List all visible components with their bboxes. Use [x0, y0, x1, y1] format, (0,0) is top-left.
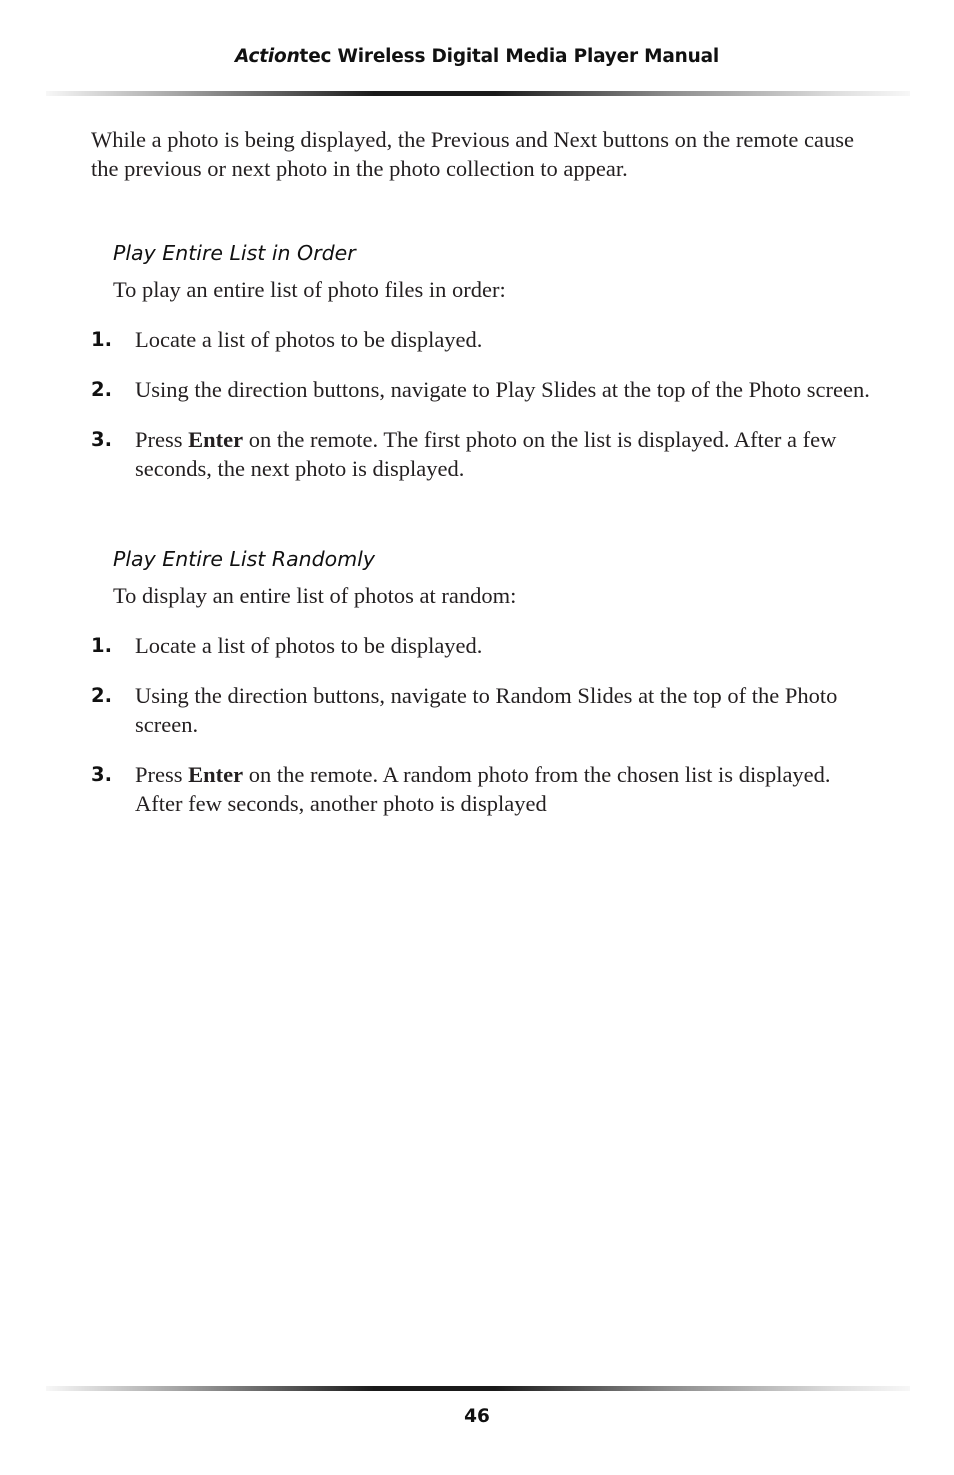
step-text-bold: Enter: [188, 762, 244, 787]
section-play-randomly: [91, 545, 871, 818]
section-spacer: [91, 504, 871, 545]
section-heading: Play Entire List Randomly: [113, 547, 376, 571]
step-number: 3.: [91, 428, 112, 451]
step-text-pre: Locate a list of photos to be displayed.: [135, 327, 483, 352]
step-number: 1.: [91, 634, 112, 657]
step-item: [91, 760, 871, 818]
footer-rule: [46, 1386, 910, 1391]
step-item: [91, 681, 871, 739]
step-text-pre: Press: [135, 762, 189, 787]
header-title-rest: Wireless Digital Media Player Manual: [331, 46, 720, 67]
step-text-post: on the remote. A random photo from the chosen list is displayed. After few seconds, another photo is displayed: [135, 762, 831, 816]
header-rule: [46, 91, 910, 96]
step-text-bold: Enter: [188, 427, 244, 452]
step-item: [91, 325, 871, 354]
step-text-pre: Using the direction buttons, navigate to Play Slides at the top of the Photo screen.: [135, 377, 870, 402]
page-body: [91, 125, 871, 839]
step-item: [91, 425, 871, 483]
page-header-title: [0, 46, 954, 67]
step-number: 1.: [91, 328, 112, 351]
section-heading: Play Entire List in Order: [113, 241, 356, 265]
step-text-pre: Using the direction buttons, navigate to Random Slides at the top of the Photo screen.: [135, 683, 838, 737]
step-text: [135, 425, 871, 483]
step-number: 2.: [91, 684, 112, 707]
step-item: [91, 375, 871, 404]
section-lead: To play an entire list of photo files in order:: [113, 277, 506, 302]
step-number: 2.: [91, 378, 112, 401]
step-text: [135, 631, 871, 660]
intro-paragraph: While a photo is being displayed, the Previous and Next buttons on the remote cause the previous or next photo in the photo collection to appear.: [91, 127, 854, 181]
header-brand-italic: Action: [234, 46, 300, 67]
step-text: [135, 325, 871, 354]
step-text: [135, 760, 871, 818]
step-text: [135, 375, 871, 404]
step-number: 3.: [91, 763, 112, 786]
step-text-pre: Press: [135, 427, 189, 452]
header-brand-rest: tec: [299, 46, 332, 67]
section-lead: To display an entire list of photos at random:: [113, 583, 517, 608]
page-number: 46: [464, 1406, 490, 1427]
step-text-pre: Locate a list of photos to be displayed.: [135, 633, 483, 658]
step-text: [135, 681, 871, 739]
section-play-in-order: [91, 239, 871, 483]
step-item: [91, 631, 871, 660]
step-text-post: on the remote. The first photo on the list is displayed. After a few seconds, the next photo is displayed.: [135, 427, 837, 481]
